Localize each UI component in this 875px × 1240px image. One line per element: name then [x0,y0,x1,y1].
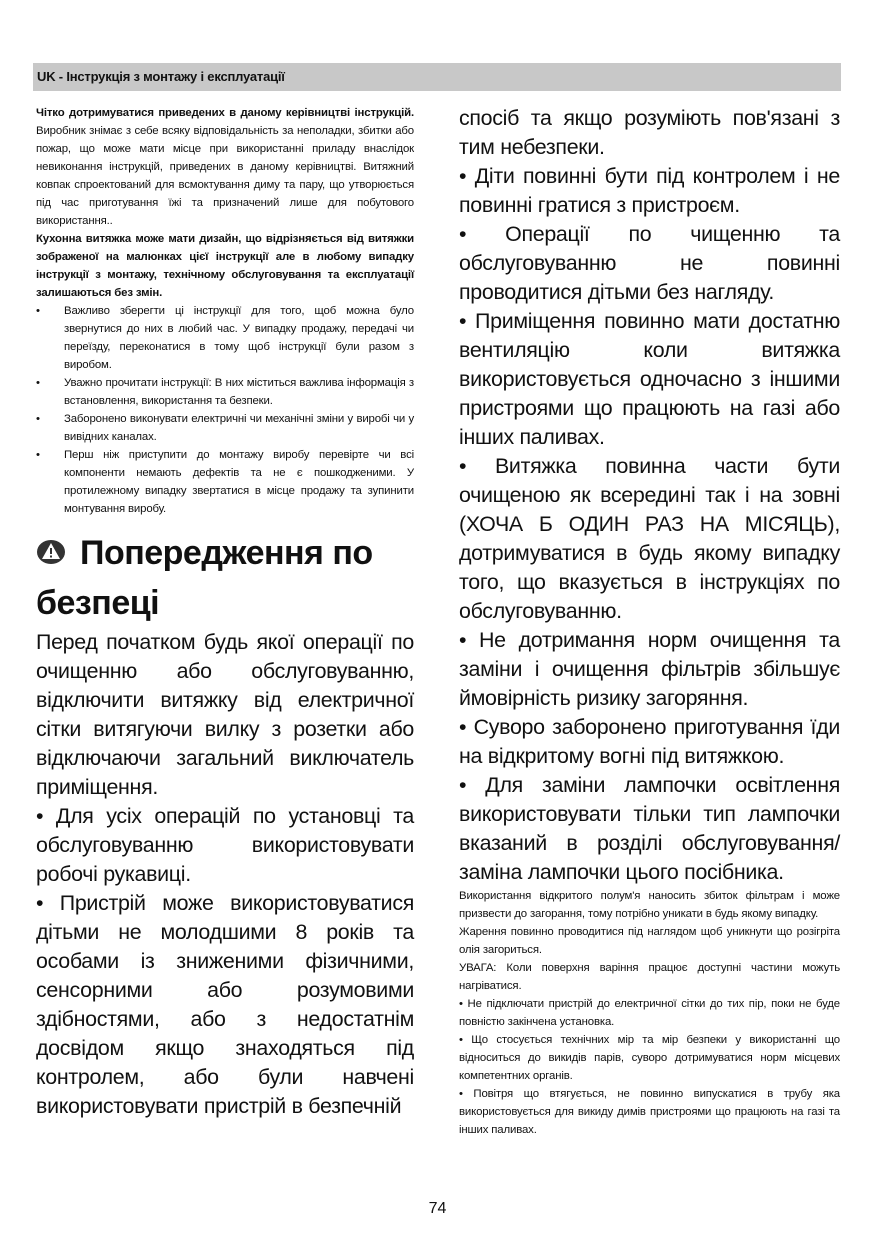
list-item: • Уважно прочитати інструкції: В них міститься важлива інформація з встановлення, використання та безпеки. [36,374,414,410]
left-column [36,104,414,1121]
note-paragraph: • Повітря що втягується, не повинно випускатися в трубу яка використовується для викиду димів пристроями що працюють на газі та інших паливах. [459,1088,840,1136]
safety-paragraph: • Діти повинні бути під контролем і не повинні гратися з пристроєм. [459,164,840,217]
safety-paragraph: спосіб та якщо розуміють пов'язані з тим небезпеки. [459,106,840,159]
instruction-bullets [36,302,414,518]
note-paragraph: УВАГА: Коли поверхня варіння працює доступні частини можуть нагріватися. [459,962,840,992]
list-item: • Заборонено виконувати електричні чи механічні зміни у виробі чи у вивідних каналах. [36,410,414,446]
page-number: 74 [428,1200,447,1217]
right-column [459,104,840,1139]
safety-paragraph: Перед початком будь якої операції по очищенню або обслуговуванню, відключити витяжку від електричної сітки витягуючи вилку з розетки або відключаючи загальний виключатель приміщення. [36,630,414,799]
list-item: • Важливо зберегти ці інструкції для того, щоб можна було звернутися до них в любий час. У випадку продажу, передачі чи переїзду, переконатися в тому щоб інструкції були разом з виробом. [36,302,414,374]
note-paragraph: • Не підключати пристрій до електричної сітки до тих пір, поки не буде повністю закінчена установка. [459,998,840,1028]
warning-icon [36,537,66,567]
intro-text: Виробник знімає з себе всяку відповідальність за неполадки, збитки або пожар, що може мати місце при використанні приладу внаслідок невиконання інструкцій, приведених в даному керівництві. Витяжний ковпак спроектований для всмоктування диму та пару, що утворюється під час приготування їжі та призначений лише для побутового використання.. [36,125,414,227]
safety-paragraph: • Витяжка повинна части бути очищеною як всередині так і на зовні (ХОЧА Б ОДИН РАЗ НА МІСЯЦЬ), дотримуватися в будь якому випадку того, що вказується в інструкціях по обслуговуванню. [459,454,840,623]
right-safety-text [459,104,840,887]
safety-paragraph: • Для усіх операцій по установці та обслуговуванню використовувати робочі рукавиці. [36,804,414,886]
note-paragraph: Використання відкритого полум'я наносить збиток фільтрам і може призвести до загорання, тому потрібно уникати в будь якому випадку. [459,890,840,920]
design-note: Кухонна витяжка може мати дизайн, що відрізняється від витяжки зображеної на малюнках цієї інструкції але в любому випадку інструкції з монтажу, технічному обслуговування та експлуатації залишаються без змін. [36,233,414,299]
safety-paragraph: • Приміщення повинно мати достатню вентиляцію коли витяжка використовується одночасно з іншими пристроями що працюють на газі або інших паливах. [459,309,840,449]
safety-paragraph: • Пристрій може використовуватися дітьми не молодшими 8 років та особами із зниженими фізичними, сенсорними або розумовими здібностями, або з недостатнім досвідом якщо знаходяться під контролем, або були навчені використовувати пристрій в безпечній [36,891,414,1118]
safety-paragraph: • Не дотримання норм очищення та заміни і очищення фільтрів збільшує ймовірність ризику загоряння. [459,628,840,710]
safety-paragraph: • Суворо заборонено приготування їди на відкритому вогні під витяжкою. [459,715,840,768]
safety-paragraph: • Операції по чищенню та обслуговуванню не повинні проводитися дітьми без нагляду. [459,222,840,304]
list-item: • Перш ніж приступити до монтажу виробу перевірте чи всі компоненти немають дефектів та не є пошкодженими. У протилежному випадку звертатися в місце продажу та зупинити монтування виробу. [36,446,414,518]
note-paragraph: Жарення повинно проводитися під наглядом щоб уникнути що розігріта олія загориться. [459,926,840,956]
warning-title: Попередження по безпеці [36,534,373,622]
intro-paragraph [36,104,414,230]
note-paragraph: • Що стосується технічних мір та мір безпеки у використанні що відноситься до викидів парів, суворо дотримуватися норм місцевих компетентних органів. [459,1034,840,1082]
safety-warning-heading [36,528,414,628]
right-small-text [459,887,840,1139]
safety-paragraph: • Для заміни лампочки освітлення використовувати тільки тип лампочки вказаний в розділі обслуговування/заміна лампочки цього посібника. [459,773,840,884]
left-safety-text [36,628,414,1121]
intro-bold: Чітко дотримуватися приведених в даному керівництві інструкцій. [36,107,414,119]
page-header: UK - Інструкція з монтажу і експлуатації [33,63,841,91]
